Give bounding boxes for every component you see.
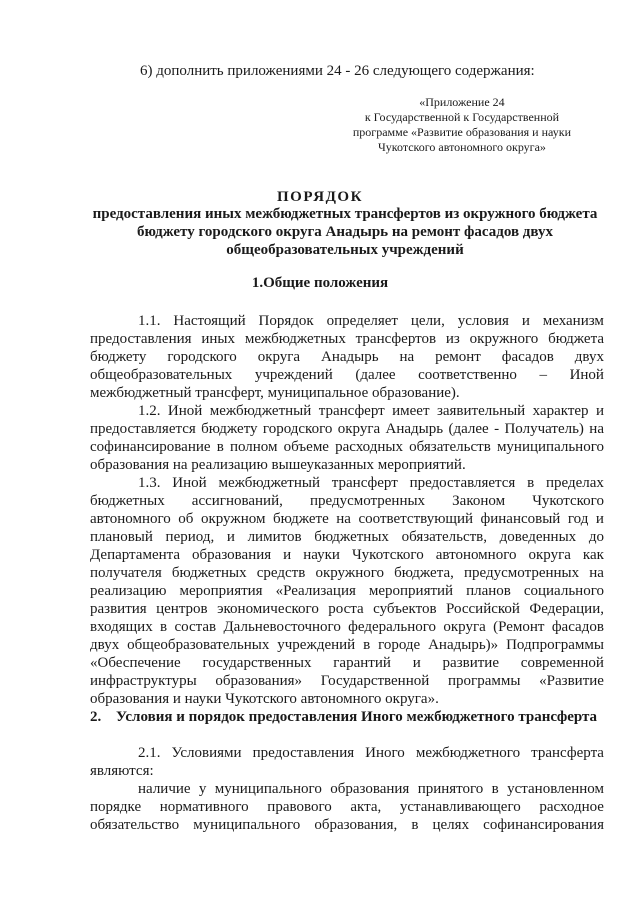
text-line xyxy=(90,348,604,366)
word: – xyxy=(539,367,547,383)
word: «Обеспечение xyxy=(90,655,181,671)
word: мероприятия xyxy=(179,583,263,599)
word: Российской xyxy=(446,601,520,617)
word: фасадов xyxy=(501,349,554,365)
word: центров xyxy=(156,601,208,617)
word: округа xyxy=(443,619,486,635)
word: межбюджетного xyxy=(415,745,521,761)
word: объеме xyxy=(283,439,329,455)
word: муниципального xyxy=(214,781,322,797)
subtitle-line: предоставления иных межбюджетных трансфертов из окружного бюджета xyxy=(92,206,598,222)
word: в xyxy=(363,637,371,653)
word: Иной xyxy=(167,403,203,419)
word: муниципального xyxy=(193,817,301,833)
word: образования xyxy=(330,781,410,797)
word: образования xyxy=(192,547,272,563)
paragraph-1-2 xyxy=(90,402,604,474)
word: образования, xyxy=(314,817,398,833)
word: входящих xyxy=(90,619,153,635)
word: развитие xyxy=(442,655,499,671)
word: фасадов xyxy=(551,619,604,635)
word: софинансирование xyxy=(90,439,211,455)
word: бюджета xyxy=(548,331,604,347)
word: и xyxy=(283,547,292,563)
word: Чукотского xyxy=(532,493,604,509)
word: нормативного xyxy=(159,799,249,815)
word: на xyxy=(589,421,604,437)
word: Анадырь)» xyxy=(428,637,499,653)
word: Дальневосточного xyxy=(223,619,341,635)
word: об xyxy=(178,511,194,527)
word: образования» xyxy=(215,673,303,689)
word: Анадырь xyxy=(321,349,379,365)
section-1-heading: 1.Общие положения xyxy=(251,275,389,291)
word: состав xyxy=(174,619,217,635)
word: в xyxy=(491,781,499,797)
word: экономического xyxy=(217,601,319,617)
word: принятого xyxy=(417,781,484,797)
word: межбюджетный xyxy=(218,475,320,491)
word: гарантий xyxy=(333,655,391,671)
word: цели, xyxy=(410,313,445,329)
text-line xyxy=(90,636,604,654)
word: двух xyxy=(90,637,120,653)
word: - xyxy=(494,421,500,437)
text-line xyxy=(90,564,604,582)
word: автономного xyxy=(435,547,517,563)
word: роста xyxy=(328,601,364,617)
word: иных xyxy=(201,331,235,347)
word: соответствующий xyxy=(358,511,473,527)
word: средств xyxy=(256,565,306,581)
word: доведенных xyxy=(499,529,577,545)
word: Иной xyxy=(569,367,604,383)
text-line xyxy=(90,420,604,438)
word: 1.3. xyxy=(138,475,161,491)
word: плановый xyxy=(90,529,153,545)
word: акта, xyxy=(350,799,382,815)
word: автономного xyxy=(90,511,171,527)
text-line xyxy=(90,366,604,384)
paragraph-1-1 xyxy=(90,312,604,402)
word: софинансирования xyxy=(483,817,604,833)
word: округа xyxy=(257,349,301,365)
word: городского xyxy=(262,421,333,437)
word: Условиями xyxy=(171,745,242,761)
annex-header xyxy=(353,95,571,155)
word: Порядок xyxy=(258,313,314,329)
word: и xyxy=(595,511,604,527)
word: субъектов xyxy=(373,601,437,617)
paragraph-2-1-condition xyxy=(90,780,604,834)
word: и xyxy=(412,655,421,671)
word: (Ремонт xyxy=(493,619,545,635)
word: бюджету xyxy=(90,349,147,365)
text-line xyxy=(90,438,604,456)
paragraph-1-3 xyxy=(90,474,604,708)
word: учреждений xyxy=(254,367,333,383)
word: округа xyxy=(337,421,381,437)
word: Чукотского xyxy=(351,547,424,563)
word: обязательств xyxy=(409,439,491,455)
word: год xyxy=(567,511,589,527)
word: предоставляется xyxy=(90,421,196,437)
word: трансферт xyxy=(331,475,398,491)
word: расходное xyxy=(539,799,604,815)
word: учреждений xyxy=(277,637,356,653)
word: соответственно xyxy=(418,367,517,383)
word: Иного xyxy=(365,745,405,761)
word: на xyxy=(336,511,351,527)
word: лимитов xyxy=(247,529,302,545)
word: из xyxy=(445,331,460,347)
word: предусмотренных xyxy=(309,493,426,509)
word: науки xyxy=(303,547,340,563)
word: правового xyxy=(267,799,332,815)
word: и xyxy=(226,529,235,545)
word: Государственной xyxy=(320,673,430,689)
word: инфраструктуры xyxy=(90,673,197,689)
word: 2.1. xyxy=(138,745,161,761)
word: современной xyxy=(520,655,604,671)
intro-line: 6) дополнить приложениями 24 - 26 следующего содержания: xyxy=(140,63,535,79)
word: «Реализация xyxy=(275,583,356,599)
word: реализацию xyxy=(90,583,167,599)
word: Подпрограммы xyxy=(506,637,604,653)
word: федерального xyxy=(348,619,437,635)
word: имеет xyxy=(392,403,430,419)
word: Настоящий xyxy=(173,313,246,329)
annex-line: Чукотского автономного округа» xyxy=(377,140,546,154)
word: социального xyxy=(523,583,604,599)
word: бюджетных xyxy=(90,493,165,509)
word: ремонт xyxy=(435,349,481,365)
word: и xyxy=(521,313,530,329)
word: пределах xyxy=(546,475,604,491)
word: обязательств, xyxy=(401,529,487,545)
word: округа xyxy=(528,547,571,563)
text-line: являются: xyxy=(90,763,154,779)
word: у xyxy=(198,781,207,797)
word: механизм xyxy=(542,313,604,329)
word: бюджетных xyxy=(171,565,247,581)
word: обязательство xyxy=(90,817,180,833)
text-line: образования и науки Чукотского автономного округа». xyxy=(90,691,439,707)
word: финансовый xyxy=(480,511,561,527)
text-line xyxy=(90,312,604,330)
word: общеобразовательных xyxy=(127,637,270,653)
text-line xyxy=(90,528,604,546)
annex-line: программе «Развитие образования и науки xyxy=(352,125,571,139)
text-line xyxy=(90,816,604,834)
word: в xyxy=(527,475,535,491)
text-line xyxy=(90,618,604,636)
annex-line: к Государственной к Государственной xyxy=(364,110,560,124)
word: как xyxy=(582,547,604,563)
word: бюджета, xyxy=(394,565,454,581)
word: получателя xyxy=(90,565,162,581)
word: и xyxy=(595,403,604,419)
text-line: образования на реализацию вышеуказанных мероприятий. xyxy=(90,457,466,473)
word: бюджету xyxy=(201,421,258,437)
word: порядке xyxy=(90,799,142,815)
word: Законом xyxy=(452,493,506,509)
word: предоставляется xyxy=(409,475,516,491)
word: городского xyxy=(167,349,237,365)
word: планов xyxy=(466,583,511,599)
text-line xyxy=(90,582,604,600)
word: окружного xyxy=(315,565,385,581)
word: характер xyxy=(532,403,589,419)
text-line: межбюджетный трансферт, муниципальное образование). xyxy=(90,385,460,401)
section-2-heading xyxy=(90,708,597,726)
text-line xyxy=(90,492,604,510)
word: предоставления xyxy=(90,331,192,347)
word: 1.2. xyxy=(138,403,161,419)
text-line xyxy=(90,798,604,816)
text-line xyxy=(90,474,604,492)
word: программы xyxy=(448,673,521,689)
word: период, xyxy=(165,529,215,545)
word: 1.1. xyxy=(138,313,161,329)
word: на xyxy=(589,565,604,581)
word: наличие xyxy=(138,781,191,797)
text-line xyxy=(90,654,604,672)
text-line xyxy=(90,744,604,762)
subtitle-line: общеобразовательных учреждений xyxy=(226,242,464,258)
document-subtitle xyxy=(80,205,610,259)
word: «Развитие xyxy=(539,673,604,689)
word: окружного xyxy=(469,331,539,347)
text-line xyxy=(90,672,604,690)
word: ассигнований, xyxy=(191,493,283,509)
word: заявительный xyxy=(436,403,526,419)
word: установленном xyxy=(507,781,604,797)
section-2-title: Условия и порядок предоставления Иного межбюджетного трансферта xyxy=(116,709,598,725)
word: трансфертов xyxy=(355,331,437,347)
word: до xyxy=(588,529,604,545)
word: в xyxy=(216,439,224,455)
document-title: ПОРЯДОК xyxy=(277,189,363,205)
word: трансферта xyxy=(531,745,604,761)
text-line xyxy=(90,600,604,618)
word: общеобразовательных xyxy=(90,367,233,383)
section-2-number: 2. xyxy=(90,709,102,725)
word: расходных xyxy=(335,439,403,455)
word: окружном xyxy=(200,511,266,527)
word: трансферт xyxy=(318,403,385,419)
word: Иной xyxy=(172,475,207,491)
word: целях xyxy=(432,817,470,833)
word: предусмотренных xyxy=(464,565,580,581)
word: развития xyxy=(90,601,147,617)
word: государственных xyxy=(202,655,312,671)
text-line xyxy=(90,546,604,564)
paragraph-2-1 xyxy=(90,744,604,780)
annex-line: «Приложение 24 xyxy=(419,95,505,109)
word: предоставления xyxy=(252,745,355,761)
word: Департамента xyxy=(90,547,181,563)
word: двух xyxy=(574,349,604,365)
word: на xyxy=(399,349,415,365)
word: межбюджетный xyxy=(209,403,312,419)
word: Федерации, xyxy=(529,601,604,617)
word: устанавливающего xyxy=(399,799,521,815)
word: Получатель) xyxy=(504,421,584,437)
word: в xyxy=(160,619,168,635)
word: определяет xyxy=(326,313,398,329)
word: (далее xyxy=(355,367,396,383)
word: мероприятий xyxy=(368,583,454,599)
text-line xyxy=(90,510,604,528)
text-line xyxy=(90,330,604,348)
word: бюджете xyxy=(273,511,329,527)
subtitle-line: бюджету городского округа Анадырь на ремонт фасадов двух xyxy=(137,224,553,240)
word: в xyxy=(411,817,419,833)
word: Анадырь xyxy=(385,421,444,437)
text-line xyxy=(90,780,604,798)
word: бюджетных xyxy=(314,529,389,545)
text-line xyxy=(90,402,604,420)
word: условия xyxy=(457,313,509,329)
word: муниципального xyxy=(496,439,604,455)
word: полном xyxy=(229,439,278,455)
word: (далее xyxy=(448,421,489,437)
word: городе xyxy=(378,637,421,653)
word: межбюджетных xyxy=(244,331,346,347)
